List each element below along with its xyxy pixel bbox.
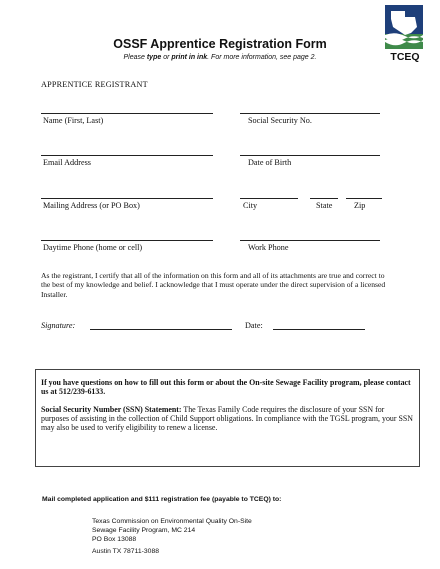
subtitle-text-2: or bbox=[161, 54, 172, 61]
ssn-label: Social Security No. bbox=[248, 116, 312, 125]
state-label: State bbox=[316, 201, 333, 210]
daytime-phone-label: Daytime Phone (home or cell) bbox=[43, 243, 143, 252]
certification-text: As the registrant, I certify that all of the information on this form and all of its attachments are true and correct to the best of my knowledge and belief. I acknowledge that I must operate under the direct supervision of a licensed Installer. bbox=[41, 271, 386, 299]
city-field[interactable] bbox=[240, 198, 298, 199]
work-phone-field[interactable] bbox=[240, 240, 380, 241]
address-line-2: Sewage Facility Program, MC 214 bbox=[92, 527, 196, 534]
subtitle-text-1: Please bbox=[123, 54, 147, 61]
questions-text: If you have questions on how to fill out this form or about the On-site Sewage Facility program, please contact us at 512/239-6133. bbox=[41, 378, 411, 397]
section-title: APPRENTICE REGISTRANT bbox=[41, 80, 148, 89]
date-label: Date: bbox=[245, 321, 263, 330]
dob-label: Date of Birth bbox=[248, 158, 292, 167]
form-title: OSSF Apprentice Registration Form bbox=[113, 37, 327, 51]
signature-field[interactable] bbox=[90, 329, 232, 330]
subtitle-print-in-ink: print in ink bbox=[171, 54, 208, 61]
state-field[interactable] bbox=[310, 198, 338, 199]
subtitle-type: type bbox=[146, 54, 162, 61]
address-line-3: PO Box 13088 bbox=[92, 536, 137, 543]
zip-field[interactable] bbox=[346, 198, 382, 199]
form-subtitle bbox=[0, 54, 440, 61]
info-box bbox=[35, 369, 420, 467]
name-label: Name (First, Last) bbox=[43, 116, 104, 125]
ssn-statement-text: The Texas Family Code requires the disclosure of your SSN for purposes of assisting in the collection of Child Support obligations. In compliance with the TGSL program, your SSN may also be used to verify eligibility to renew a license. bbox=[41, 404, 413, 433]
address-line-4: Austin TX 78711-3088 bbox=[92, 548, 160, 555]
ssn-field[interactable] bbox=[240, 113, 380, 114]
daytime-phone-field[interactable] bbox=[41, 240, 213, 241]
mailing-heading: Mail completed application and $111 registration fee (payable to TCEQ) to: bbox=[42, 496, 282, 503]
work-phone-label: Work Phone bbox=[248, 243, 289, 252]
mailing-address-field[interactable] bbox=[41, 198, 213, 199]
email-label: Email Address bbox=[43, 158, 91, 167]
tceq-logo-icon bbox=[385, 5, 423, 49]
address-line-1: Texas Commission on Environmental Quality On-Site bbox=[92, 518, 252, 525]
logo-text: TCEQ bbox=[390, 51, 420, 63]
signature-label: Signature: bbox=[41, 321, 76, 330]
info-box-content bbox=[41, 378, 413, 432]
city-label: City bbox=[243, 201, 258, 210]
dob-field[interactable] bbox=[240, 155, 380, 156]
email-field[interactable] bbox=[41, 155, 213, 156]
mailing-address-label: Mailing Address (or PO Box) bbox=[43, 201, 140, 210]
ssn-statement-heading: Social Security Number (SSN) Statement: bbox=[41, 404, 182, 414]
name-field[interactable] bbox=[41, 113, 213, 114]
zip-label: Zip bbox=[354, 201, 366, 210]
subtitle-text-3: . For more information, see page 2. bbox=[207, 54, 317, 61]
date-field[interactable] bbox=[273, 329, 365, 330]
